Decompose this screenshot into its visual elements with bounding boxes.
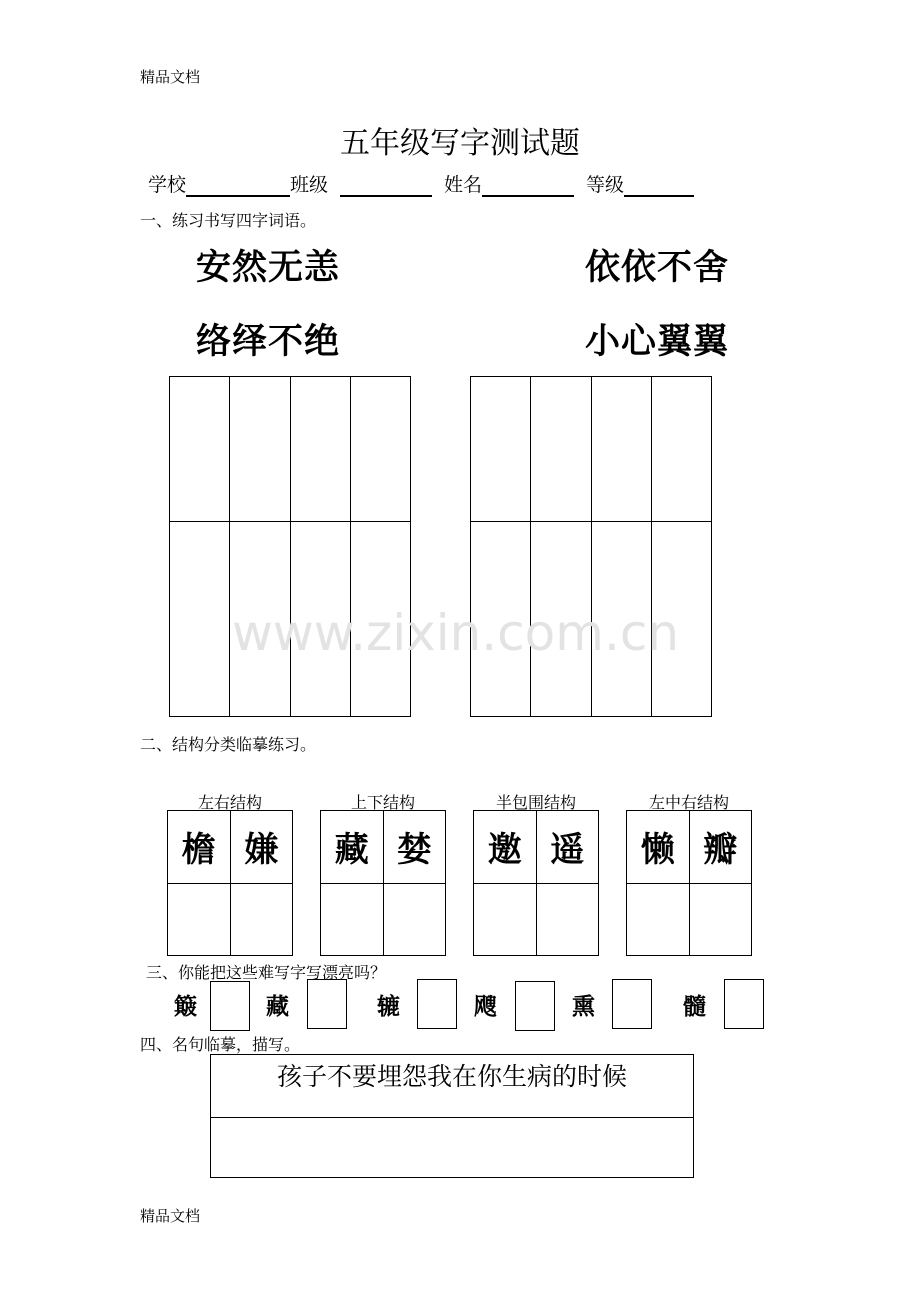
word-2: 依依不舍 <box>585 248 730 288</box>
practice-cell[interactable] <box>384 884 447 957</box>
practice-box[interactable] <box>724 979 764 1029</box>
school-label: 学校 <box>148 174 187 196</box>
watermark-text: www.zixin.com.cn <box>232 604 680 662</box>
name-field[interactable] <box>482 173 574 197</box>
page-title: 五年级写字测试题 <box>340 126 580 161</box>
practice-box[interactable] <box>210 981 250 1031</box>
hard-char: 辘 <box>377 994 400 1020</box>
grid-cell[interactable] <box>652 377 712 522</box>
hard-char: 藏 <box>266 994 289 1020</box>
practice-cell[interactable] <box>627 884 690 957</box>
word-4: 小心翼翼 <box>585 322 730 362</box>
grade-label: 等级 <box>586 174 625 196</box>
model-char: 邀 <box>474 811 537 884</box>
practice-cell[interactable] <box>690 884 753 957</box>
model-char: 檐 <box>168 811 231 884</box>
model-char: 懒 <box>627 811 690 884</box>
hard-char: 簸 <box>174 994 197 1020</box>
header-watermark: 精品文档 <box>140 68 201 86</box>
hard-char: 熏 <box>572 994 595 1020</box>
grid-cell[interactable] <box>291 377 351 522</box>
practice-cell[interactable] <box>537 884 600 957</box>
model-char: 嫌 <box>231 811 294 884</box>
name-label: 姓名 <box>444 174 483 196</box>
group-label: 半包围结构 <box>495 793 576 812</box>
practice-box[interactable] <box>307 979 347 1029</box>
practice-cell[interactable] <box>474 884 537 957</box>
practice-box[interactable] <box>612 979 652 1029</box>
practice-cell[interactable] <box>231 884 294 957</box>
structure-grid-2[interactable] <box>320 810 446 956</box>
section1-heading: 一、练习书写四字词语。 <box>140 211 317 230</box>
grid-cell[interactable] <box>170 522 230 717</box>
word-3: 络绎不绝 <box>196 322 341 362</box>
grid-cell[interactable] <box>592 377 652 522</box>
hard-char: 飕 <box>474 994 497 1020</box>
writing-grid-left[interactable] <box>169 376 411 717</box>
footer-watermark: 精品文档 <box>140 1207 201 1225</box>
group-label: 左中右结构 <box>648 793 729 812</box>
info-row <box>148 170 694 197</box>
grid-cell[interactable] <box>531 377 591 522</box>
model-char: 藏 <box>321 811 384 884</box>
grid-cell[interactable] <box>351 377 411 522</box>
section2-heading: 二、结构分类临摹练习。 <box>140 735 317 754</box>
sentence-writing-area[interactable] <box>211 1118 693 1178</box>
model-sentence: 孩子不要埋怨我在你生病的时候 <box>211 1055 693 1118</box>
structure-grid-1[interactable] <box>167 810 293 956</box>
grid-cell[interactable] <box>170 377 230 522</box>
structure-grid-3[interactable] <box>473 810 599 956</box>
sentence-box <box>210 1054 694 1178</box>
group-label: 上下结构 <box>350 793 415 812</box>
writing-grid-right[interactable] <box>470 376 712 717</box>
practice-cell[interactable] <box>321 884 384 957</box>
practice-cell[interactable] <box>168 884 231 957</box>
grid-cell[interactable] <box>230 377 290 522</box>
class-field[interactable] <box>340 173 432 197</box>
grid-cell[interactable] <box>471 377 531 522</box>
section4-heading: 四、名句临摹，描写。 <box>140 1035 301 1054</box>
school-field[interactable] <box>186 173 290 197</box>
section3-heading: 三、你能把这些难写字写漂亮吗？ <box>146 963 387 982</box>
class-label: 班级 <box>290 174 329 196</box>
practice-box[interactable] <box>417 979 457 1029</box>
model-char: 瓣 <box>690 811 753 884</box>
grade-field[interactable] <box>624 173 694 197</box>
structure-grid-4[interactable] <box>626 810 752 956</box>
model-char: 遥 <box>537 811 600 884</box>
group-label: 左右结构 <box>197 793 262 812</box>
word-1: 安然无恙 <box>196 248 341 288</box>
model-char: 婪 <box>384 811 447 884</box>
hard-char: 髓 <box>683 994 706 1020</box>
practice-box[interactable] <box>515 981 555 1031</box>
